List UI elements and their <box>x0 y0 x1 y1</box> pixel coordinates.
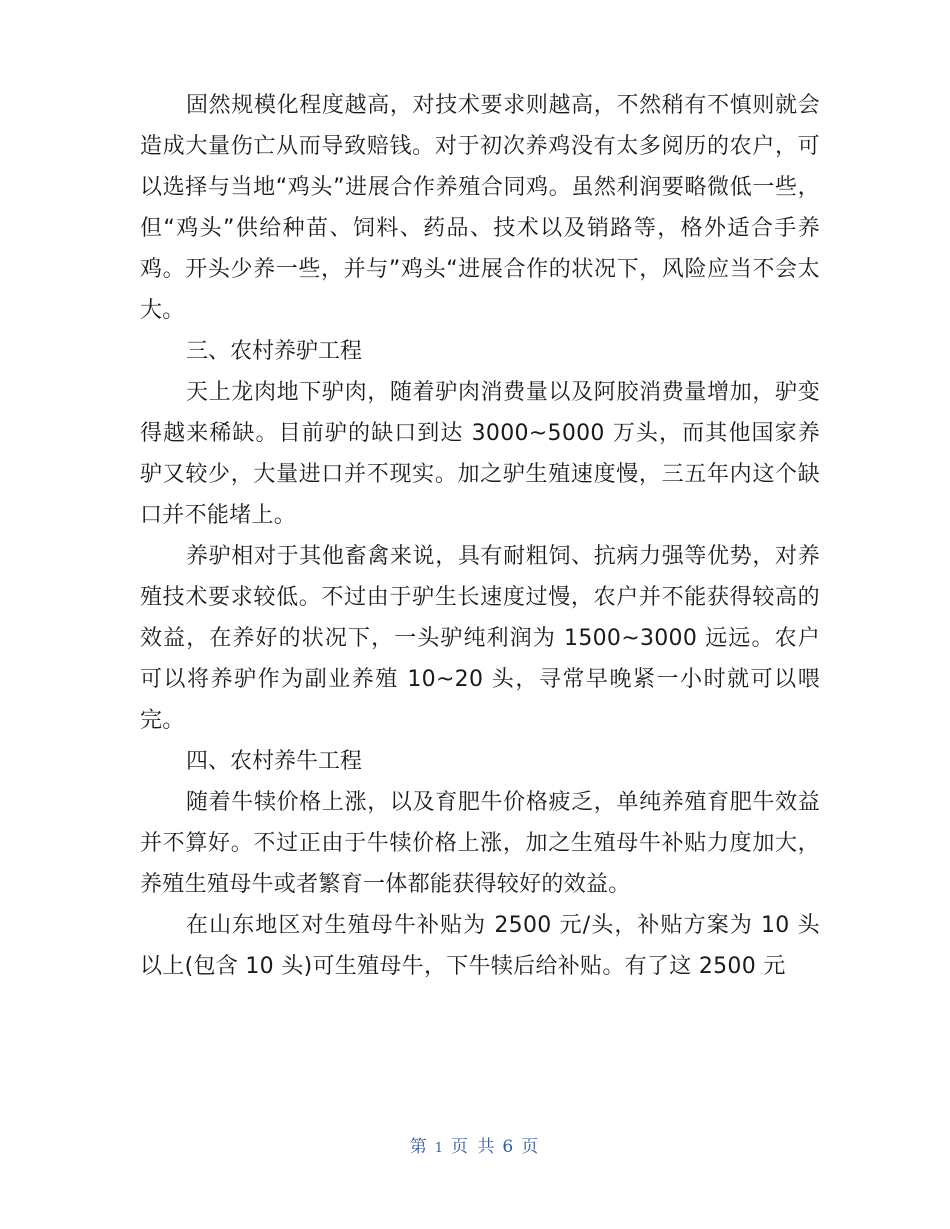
total-page-number: 6 <box>502 1137 516 1157</box>
section-heading-4: 四、农村养牛工程 <box>186 749 363 774</box>
paragraph-2: 天上龙肉地下驴肉，随着驴肉消费量以及阿胶消费量增加，驴变得越来稀缺。目前驴的缺口到达 3000~5000 万头，而其他国家养驴又较少，大量进口并不现实。加之驴生殖速度慢，三五年内这个缺口并不能堵上。 <box>140 380 820 528</box>
current-page-number: 1 <box>434 1141 446 1156</box>
footer-prefix: 第 <box>409 1137 429 1157</box>
footer-middle: 页 共 <box>451 1137 497 1157</box>
footer-suffix: 页 <box>521 1137 541 1157</box>
paragraph-4: 随着牛犊价格上涨，以及育肥牛价格疲乏，单纯养殖育肥牛效益并不算好。不过正由于牛犊价格上涨，加之生殖母牛补贴力度加大，养殖生殖母牛或者繁育一体都能获得较好的效益。 <box>140 790 820 897</box>
document-body <box>140 85 820 987</box>
paragraph-1: 固然规模化程度越高，对技术要求则越高，不然稍有不慎则就会造成大量伤亡从而导致赔钱。对于初次养鸡没有太多阅历的农户，可以选择与当地“鸡头”进展合作养殖合同鸡。虽然利润要略微低一些，但“鸡头”供给种苗、饲料、药品、技术以及销路等，格外适合手养鸡。开头少养一些，并与”鸡头“进展合作的状况下，风险应当不会太大。 <box>140 93 820 323</box>
paragraph-3: 养驴相对于其他畜禽来说，具有耐粗饲、抗病力强等优势，对养殖技术要求较低。不过由于驴生长速度过慢，农户并不能获得较高的效益，在养好的状况下，一头驴纯利润为 1500~3000 远远。农户可以将养驴作为副业养殖 10~20 头，寻常早晚紧一小时就可以喂完。 <box>140 544 820 733</box>
section-heading-3: 三、农村养驴工程 <box>186 339 363 364</box>
page-footer <box>0 1132 950 1157</box>
paragraph-5: 在山东地区对生殖母牛补贴为 2500 元/头，补贴方案为 10 头以上(包含 10 头)可生殖母牛，下牛犊后给补贴。有了这 2500 元 <box>140 913 820 979</box>
